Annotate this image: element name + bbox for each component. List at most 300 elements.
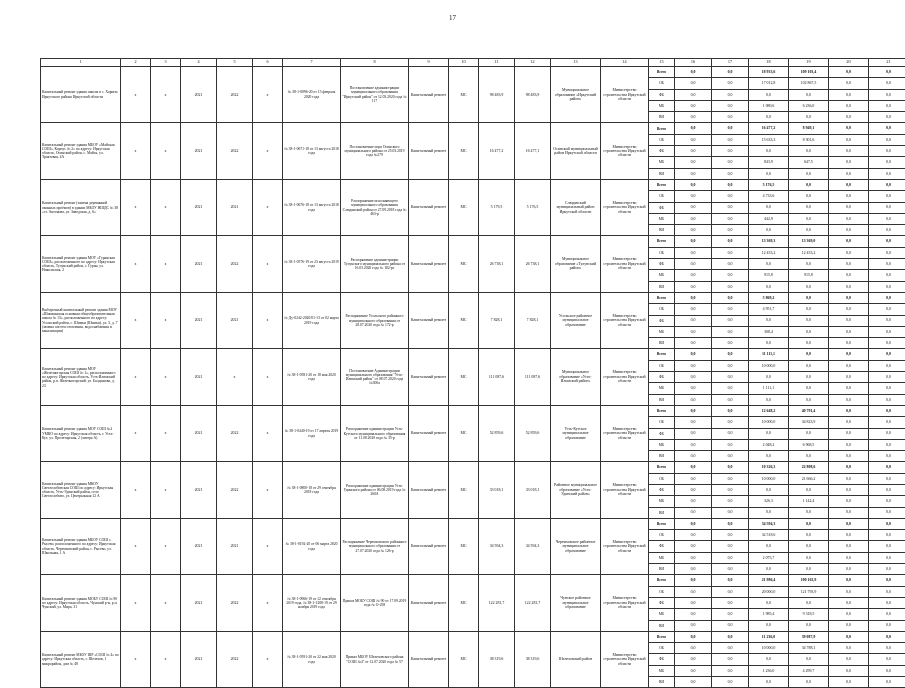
funding-source-cell: ОБ: [649, 586, 675, 597]
amount-cell: 0,0: [712, 281, 749, 292]
table-cell: 38 319,6: [515, 631, 551, 687]
amount-cell: 0,0: [712, 643, 749, 654]
amount-cell: 5 869,2: [749, 292, 789, 303]
table-cell: № 38-1-0440-19 от 17 апреля 2019 года: [283, 405, 341, 461]
amount-cell: 0,0: [675, 213, 712, 224]
object-name-cell: Капитальный ремонт здания МБОУ «Майская СОШ», Корпус № 2» по адресу: Иркутская область, Осинский район, с. Майск, ул. Трактовая, 4А: [41, 123, 121, 179]
table-cell: х: [121, 575, 151, 631]
table-cell: 2022: [217, 405, 253, 461]
table-cell: х: [151, 123, 181, 179]
amount-cell: 0,0: [829, 270, 869, 281]
amount-cell: 0,0: [749, 654, 789, 665]
funding-source-cell: Всего: [649, 575, 675, 586]
funding-source-cell: Всего: [649, 462, 675, 473]
funding-source-cell: ВИ: [649, 394, 675, 405]
table-cell: 122 281,7: [479, 575, 515, 631]
table-cell: Капитальный ремонт: [409, 179, 449, 235]
column-number: 2: [121, 59, 151, 67]
amount-cell: 109 103,4: [789, 67, 829, 78]
amount-cell: 0,0: [829, 168, 869, 179]
funding-source-cell: ФБ: [649, 372, 675, 383]
funding-source-cell: ВИ: [649, 168, 675, 179]
amount-cell: 100 163,9: [789, 575, 829, 586]
amount-cell: 0,0: [829, 518, 869, 529]
amount-cell: 0,0: [869, 564, 905, 575]
table-cell: Министерство строительства Иркутской области: [601, 236, 649, 292]
object-name-cell: Капитальный ремонт здания МОБУ СОШ № 90 по адресу: Иркутская область, Чунский р-н, р.п. Чунский, ул. Мира, 31: [41, 575, 121, 631]
amount-cell: 0,0: [712, 202, 749, 213]
amount-cell: 0,0: [829, 552, 869, 563]
amount-cell: 0,0: [749, 202, 789, 213]
amount-cell: 0,0: [749, 146, 789, 157]
amount-cell: 0,0: [869, 270, 905, 281]
amount-cell: 0,0: [675, 473, 712, 484]
column-number: 20: [829, 59, 869, 67]
amount-cell: 0,0: [789, 315, 829, 326]
funding-source-cell: ВИ: [649, 338, 675, 349]
table-cell: Осинский муниципальный район Иркутской области: [551, 123, 601, 179]
table-cell: № 38-1-0576-19 от 23 августа 2019 года: [283, 236, 341, 292]
amount-cell: 0,0: [712, 473, 749, 484]
table-cell: № 38-1-0192-20 от 06 марта 2020 года: [283, 518, 341, 574]
amount-cell: 1 080,6: [749, 100, 789, 111]
amount-cell: 0,0: [829, 123, 869, 134]
amount-cell: 0,0: [869, 372, 905, 383]
funding-source-cell: ФБ: [649, 89, 675, 100]
table-cell: Министерство строительства Иркутской области: [601, 349, 649, 405]
amount-cell: 0,0: [869, 631, 905, 642]
page-number: 17: [0, 14, 905, 22]
funding-source-cell: ВИ: [649, 225, 675, 236]
amount-cell: 0,0: [869, 597, 905, 608]
table-cell: 38 319,6: [479, 631, 515, 687]
table-cell: х: [253, 462, 283, 518]
table-cell: х: [121, 518, 151, 574]
amount-cell: 0,0: [869, 247, 905, 258]
amount-cell: 0,0: [869, 654, 905, 665]
funding-source-cell: МБ: [649, 383, 675, 394]
amount-cell: 10 326,3: [749, 462, 789, 473]
amount-cell: 0,0: [869, 157, 905, 168]
amount-cell: 0,0: [675, 168, 712, 179]
table-cell: МС: [449, 236, 479, 292]
column-number: 10: [449, 59, 479, 67]
amount-cell: 0,0: [829, 541, 869, 552]
amount-cell: 0,0: [789, 597, 829, 608]
amount-cell: 0,0: [712, 123, 749, 134]
amount-cell: 10 000,0: [749, 473, 789, 484]
table-cell: х: [253, 179, 283, 235]
funding-source-cell: ОБ: [649, 643, 675, 654]
amount-cell: 0,0: [675, 134, 712, 145]
table-cell: 98 483,9: [515, 67, 551, 123]
table-cell: х: [121, 349, 151, 405]
table-cell: х: [253, 631, 283, 687]
funding-source-cell: ОБ: [649, 417, 675, 428]
table-cell: х: [121, 179, 151, 235]
table-cell: Черемховское районное муниципальное образование: [551, 518, 601, 574]
amount-cell: 0,0: [829, 67, 869, 78]
amount-cell: 0,0: [712, 439, 749, 450]
amount-cell: 0,0: [829, 417, 869, 428]
amount-cell: 0,0: [789, 677, 829, 688]
amount-cell: 0,0: [789, 507, 829, 518]
column-number: 17: [712, 59, 749, 67]
amount-cell: 0,0: [675, 372, 712, 383]
amount-cell: 442,9: [749, 213, 789, 224]
amount-cell: 0,0: [869, 236, 905, 247]
amount-cell: 0,0: [712, 236, 749, 247]
amount-cell: 0,0: [675, 67, 712, 78]
funding-source-cell: Всего: [649, 631, 675, 642]
amount-cell: 0,0: [869, 677, 905, 688]
column-number: 21: [869, 59, 905, 67]
amount-cell: 16 477,2: [749, 123, 789, 134]
amount-cell: 0,0: [789, 112, 829, 123]
amount-cell: 0,0: [869, 123, 905, 134]
table-cell: Районное муниципальное образование «Усть-Удинский район»: [551, 462, 601, 518]
amount-cell: 0,0: [869, 315, 905, 326]
amount-cell: 0,0: [829, 179, 869, 190]
amount-cell: 0,0: [675, 236, 712, 247]
amount-cell: 0,0: [675, 518, 712, 529]
amount-cell: 0,0: [789, 451, 829, 462]
amount-cell: 0,0: [869, 417, 905, 428]
amount-cell: 0,0: [789, 146, 829, 157]
amount-cell: 0,0: [869, 405, 905, 416]
amount-cell: 0,0: [789, 360, 829, 371]
table-cell: Капитальный ремонт: [409, 236, 449, 292]
amount-cell: 0,0: [789, 281, 829, 292]
amount-cell: 0,0: [712, 100, 749, 111]
amount-cell: 0,0: [749, 484, 789, 495]
amount-cell: 0,0: [789, 428, 829, 439]
amount-cell: 0,0: [749, 281, 789, 292]
object-name-cell: Капитальный ремонт здания МОУ «Гуранская СОШ», расположенного по адресу: Иркутская область, Тулунский район, с. Гуран, ул. Никольская, 2: [41, 236, 121, 292]
amount-cell: 0,0: [712, 394, 749, 405]
amount-cell: 5 176,5: [749, 179, 789, 190]
table-cell: МС: [449, 462, 479, 518]
amount-cell: 0,0: [749, 338, 789, 349]
table-row: [41, 462, 905, 473]
amount-cell: 11 236,0: [749, 631, 789, 642]
table-cell: х: [151, 349, 181, 405]
amount-cell: 0,0: [749, 507, 789, 518]
table-cell: МС: [449, 518, 479, 574]
amount-cell: 0,0: [869, 67, 905, 78]
amount-cell: 1 985,4: [749, 609, 789, 620]
table-row: [41, 631, 905, 642]
table-cell: Шелеховский район: [551, 631, 601, 687]
amount-cell: 0,0: [712, 541, 749, 552]
amount-cell: 0,0: [829, 530, 869, 541]
amount-cell: 0,0: [829, 620, 869, 631]
amount-cell: 0,0: [829, 372, 869, 383]
table-cell: Распоряжение исполняющего муниципального образования Слюдянский район от 27.09.2018 года № 463-р: [341, 179, 409, 235]
table-cell: 2021: [181, 575, 217, 631]
table-cell: Капитальный ремонт: [409, 292, 449, 348]
amount-cell: 0,0: [829, 394, 869, 405]
table-cell: Распоряжение Черемховского районного муниципального образования от 27.07.2020 года № 126-р: [341, 518, 409, 574]
table-cell: Министерство строительства Иркутской области: [601, 292, 649, 348]
amount-cell: 0,0: [829, 100, 869, 111]
amount-cell: 0,0: [789, 372, 829, 383]
amount-cell: 0,0: [829, 383, 869, 394]
table-cell: х: [121, 462, 151, 518]
table-cell: 2022: [217, 67, 253, 123]
table-cell: х: [253, 575, 283, 631]
funding-source-cell: МБ: [649, 326, 675, 337]
amount-cell: 0,0: [675, 78, 712, 89]
amount-cell: 8 301,6: [789, 134, 829, 145]
table-cell: Капитальный ремонт: [409, 575, 449, 631]
amount-cell: 0,0: [675, 496, 712, 507]
table-cell: Министерство строительства Иркутской области: [601, 631, 649, 687]
amount-cell: 0,0: [675, 259, 712, 270]
table-cell: х: [217, 349, 253, 405]
funding-source-cell: ФБ: [649, 541, 675, 552]
amount-cell: 18 933,6: [749, 67, 789, 78]
amount-cell: 4 733,6: [749, 191, 789, 202]
amount-cell: 0,0: [712, 451, 749, 462]
table-cell: МС: [449, 179, 479, 235]
amount-cell: 0,0: [829, 677, 869, 688]
amount-cell: 0,0: [712, 89, 749, 100]
table-cell: х: [253, 518, 283, 574]
amount-cell: 0,0: [829, 78, 869, 89]
amount-cell: 0,0: [712, 586, 749, 597]
table-cell: х: [253, 405, 283, 461]
amount-cell: 0,0: [829, 405, 869, 416]
amount-cell: 0,0: [712, 428, 749, 439]
table-cell: х: [151, 631, 181, 687]
table-cell: Капитальный ремонт: [409, 123, 449, 179]
column-number: 5: [217, 59, 253, 67]
funding-source-cell: ВИ: [649, 564, 675, 575]
amount-cell: 102 867,5: [789, 78, 829, 89]
table-cell: № 38-1-0676-18 от 13 августа 2018 года: [283, 179, 341, 235]
amount-cell: 0,0: [869, 643, 905, 654]
amount-cell: 0,0: [869, 496, 905, 507]
amount-cell: 0,0: [749, 315, 789, 326]
amount-cell: 915,8: [749, 270, 789, 281]
amount-cell: 0,0: [675, 157, 712, 168]
amount-cell: 0,0: [789, 213, 829, 224]
amount-cell: 0,0: [789, 541, 829, 552]
funding-source-cell: МБ: [649, 270, 675, 281]
amount-cell: 0,0: [712, 78, 749, 89]
amount-cell: 0,0: [829, 326, 869, 337]
table-cell: 52 859,6: [479, 405, 515, 461]
amount-cell: 0,0: [829, 360, 869, 371]
column-number: 18: [749, 59, 789, 67]
amount-cell: 0,0: [789, 484, 829, 495]
table-cell: 16 477,2: [479, 123, 515, 179]
amount-cell: 9 318,5: [789, 609, 829, 620]
table-cell: х: [121, 236, 151, 292]
column-number: 16: [675, 59, 712, 67]
amount-cell: 0,0: [829, 236, 869, 247]
table-cell: х: [253, 236, 283, 292]
table-cell: 33 018,1: [479, 462, 515, 518]
amount-cell: 0,0: [675, 360, 712, 371]
object-name-cell: Капитальный ремонт здания МОУ «Железногорская СОШ № 1», расположенного по адресу: Иркутская область, Усть-Илимский район, р.п. Железногорский, ул. Балдынова, д. 23: [41, 349, 121, 405]
amount-cell: 0,0: [749, 89, 789, 100]
table-cell: 5 179,5: [479, 179, 515, 235]
amount-cell: 0,0: [749, 112, 789, 123]
amount-cell: 121 793,9: [789, 586, 829, 597]
amount-cell: 0,0: [675, 484, 712, 495]
amount-cell: 0,0: [712, 157, 749, 168]
table-row: [41, 236, 905, 247]
table-cell: Муниципальное образование «Тулунский район»: [551, 236, 601, 292]
amount-cell: 10 000,0: [749, 643, 789, 654]
amount-cell: 10 000,0: [749, 360, 789, 371]
amount-cell: 0,0: [829, 631, 869, 642]
table-cell: МС: [449, 67, 479, 123]
amount-cell: 0,0: [675, 146, 712, 157]
table-cell: 2021: [217, 179, 253, 235]
amount-cell: 0,0: [829, 609, 869, 620]
funding-source-cell: ВИ: [649, 620, 675, 631]
amount-cell: 0,0: [829, 597, 869, 608]
table-cell: х: [121, 405, 151, 461]
amount-cell: 0,0: [829, 157, 869, 168]
amount-cell: 0,0: [789, 518, 829, 529]
funding-source-cell: ОБ: [649, 473, 675, 484]
object-name-cell: Выборочный капитальный ремонт здания МОУ «Шимкинская основная общеобразовательная школа № 13», расположенного по адресу: Усольский район, с. Шимки (Шимки), ул. 3, д. 7 (замена систем отопления, водоснабжения и канализации): [41, 292, 121, 348]
table-cell: № Ду-0242-2020/01-13 от 02 марта 2019 года: [283, 292, 341, 348]
amount-cell: 12 453,2: [749, 247, 789, 258]
amount-cell: 0,0: [829, 643, 869, 654]
table-cell: 26 738,1: [479, 236, 515, 292]
table-cell: Министерство строительства Иркутской области: [601, 462, 649, 518]
column-number-row: [41, 59, 905, 67]
amount-cell: 0,0: [829, 315, 869, 326]
amount-cell: 0,0: [712, 564, 749, 575]
table-cell: 122 281,7: [515, 575, 551, 631]
amount-cell: 0,0: [675, 100, 712, 111]
table-cell: № 38-1-0966-19 от 12 сентября 2019 года, № 38-1-1208-19 от 29 ноября 2019 года: [283, 575, 341, 631]
funding-source-cell: ФБ: [649, 428, 675, 439]
amount-cell: 0,0: [675, 191, 712, 202]
amount-cell: 0,0: [675, 575, 712, 586]
amount-cell: 0,0: [712, 349, 749, 360]
amount-cell: 0,0: [675, 564, 712, 575]
table-cell: 2021: [181, 631, 217, 687]
funding-source-cell: ВИ: [649, 281, 675, 292]
amount-cell: 0,0: [869, 146, 905, 157]
table-cell: Министерство строительства Иркутской области: [601, 575, 649, 631]
amount-cell: 12 648,2: [749, 405, 789, 416]
amount-cell: 0,0: [829, 225, 869, 236]
amount-cell: 0,0: [829, 564, 869, 575]
amount-cell: 915,8: [789, 270, 829, 281]
amount-cell: 0,0: [789, 530, 829, 541]
amount-cell: 13 369,3: [749, 236, 789, 247]
funding-source-cell: ОБ: [649, 247, 675, 258]
amount-cell: 0,0: [749, 394, 789, 405]
table-row: [41, 349, 905, 360]
funding-source-cell: МБ: [649, 609, 675, 620]
table-cell: 2021: [181, 67, 217, 123]
amount-cell: 0,0: [789, 202, 829, 213]
amount-cell: 0,0: [829, 439, 869, 450]
amount-cell: 0,0: [829, 202, 869, 213]
table-cell: № 38-1-0581-20 от 18 мая 2020 года: [283, 349, 341, 405]
table-row: [41, 67, 905, 78]
table-cell: х: [253, 349, 283, 405]
table-cell: МС: [449, 123, 479, 179]
amount-cell: 0,0: [869, 394, 905, 405]
funding-source-cell: ОБ: [649, 360, 675, 371]
amount-cell: 0,0: [829, 89, 869, 100]
amount-cell: 0,0: [712, 372, 749, 383]
funding-source-cell: ФБ: [649, 315, 675, 326]
amount-cell: 0,0: [712, 338, 749, 349]
amount-cell: 0,0: [712, 213, 749, 224]
table-cell: Приказ МОБУ СОШ № 90 от 17.09.2019 года № О-258: [341, 575, 409, 631]
table-cell: 2022: [217, 236, 253, 292]
amount-cell: 0,0: [829, 191, 869, 202]
amount-cell: 0,0: [789, 654, 829, 665]
amount-cell: 0,0: [712, 134, 749, 145]
column-number: 3: [151, 59, 181, 67]
amount-cell: 0,0: [749, 564, 789, 575]
table-cell: х: [151, 179, 181, 235]
table-cell: х: [151, 462, 181, 518]
amount-cell: 0,0: [749, 372, 789, 383]
amount-cell: 0,0: [712, 507, 749, 518]
table-cell: Капитальный ремонт: [409, 462, 449, 518]
amount-cell: 0,0: [869, 541, 905, 552]
amount-cell: 0,0: [869, 518, 905, 529]
table-cell: х: [151, 575, 181, 631]
amount-cell: 0,0: [829, 428, 869, 439]
funding-source-cell: МБ: [649, 213, 675, 224]
amount-cell: 0,0: [675, 349, 712, 360]
amount-cell: 0,0: [789, 259, 829, 270]
table-cell: Министерство строительства Иркутской области: [601, 179, 649, 235]
amount-cell: 0,0: [675, 643, 712, 654]
amount-cell: 1 142,4: [789, 496, 829, 507]
amount-cell: 0,0: [712, 496, 749, 507]
funding-source-cell: ФБ: [649, 654, 675, 665]
table-row: [41, 123, 905, 134]
table-cell: Постановление мэра Осинского муниципального района от 25.03.2019 года №279: [341, 123, 409, 179]
funding-source-cell: МБ: [649, 439, 675, 450]
funding-source-cell: ВИ: [649, 451, 675, 462]
amount-cell: 0,0: [789, 326, 829, 337]
amount-cell: 0,0: [675, 405, 712, 416]
amount-cell: 0,0: [675, 123, 712, 134]
amount-cell: 17 012,8: [749, 78, 789, 89]
object-name-cell: Капитальный ремонт здания МОУ СОШ №2 УМКО по адресу: Иркутская область, г. Усть-Кут, ул. Пролетарская, 2 (литера А): [41, 405, 121, 461]
amount-cell: 0,0: [829, 575, 869, 586]
amount-cell: 0,0: [712, 417, 749, 428]
amount-cell: 21 666,2: [789, 473, 829, 484]
amount-cell: 0,0: [675, 597, 712, 608]
amount-cell: 0,0: [712, 620, 749, 631]
amount-cell: 0,0: [789, 225, 829, 236]
table-cell: Чунское районное муниципальное образование: [551, 575, 601, 631]
funding-source-cell: ФБ: [649, 484, 675, 495]
table-cell: Министерство строительства Иркутской области: [601, 123, 649, 179]
amount-cell: 0,0: [712, 405, 749, 416]
funding-source-cell: МБ: [649, 100, 675, 111]
column-number: 15: [649, 59, 675, 67]
amount-cell: 326,3: [749, 496, 789, 507]
